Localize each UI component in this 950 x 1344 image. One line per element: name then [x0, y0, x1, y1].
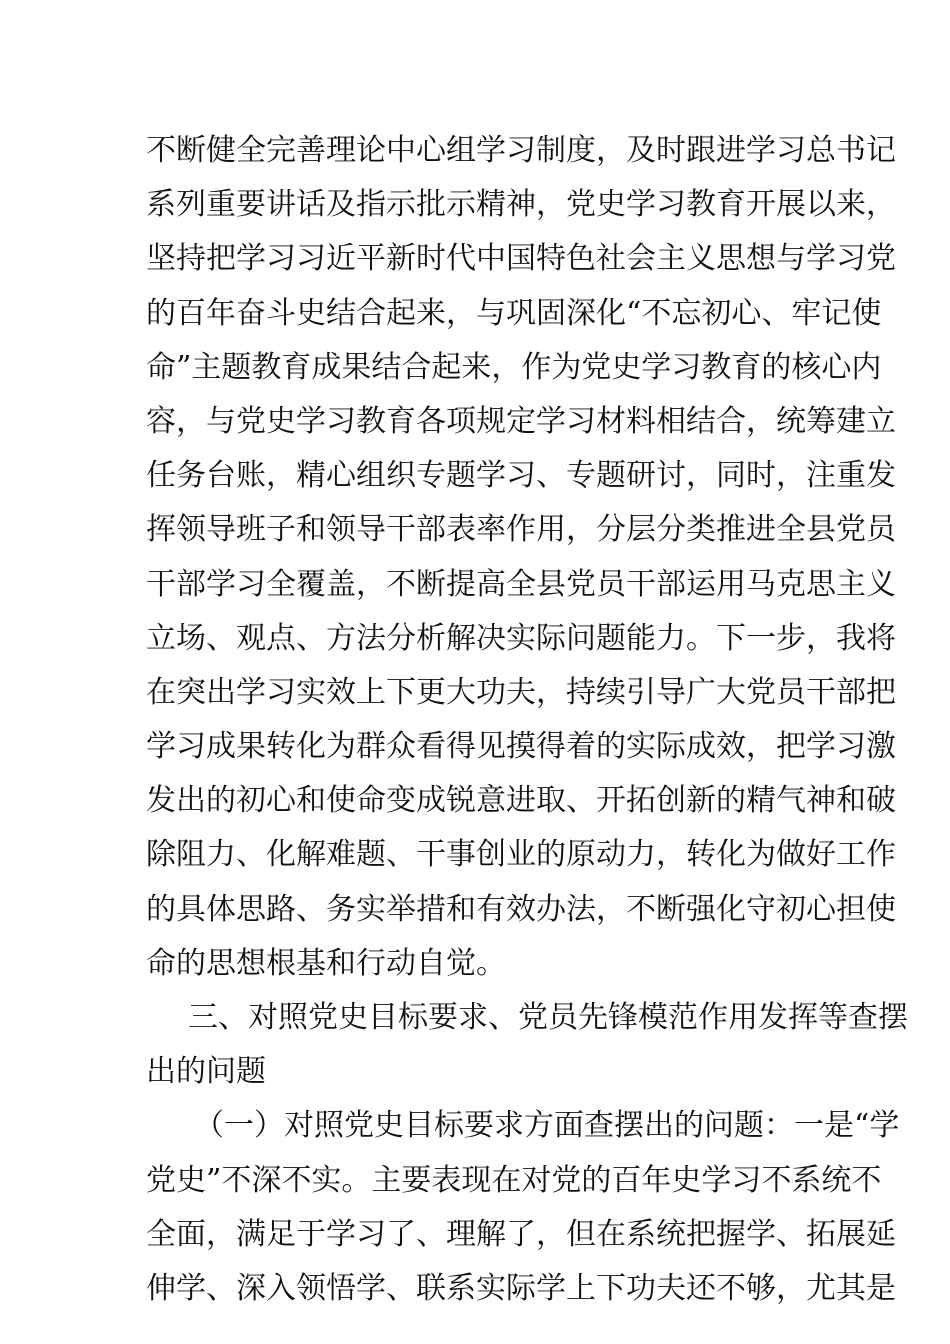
- body-line: 在突出学习实效上下更大功夫，持续引导广大党员干部把: [146, 674, 896, 710]
- body-line: 的百年奋斗史结合起来，与巩固深化“不忘初心、牢记使: [146, 295, 882, 331]
- body-line: 命”主题教育成果结合起来，作为党史学习教育的核心内: [146, 349, 882, 385]
- body-line: 挥领导班子和领导干部表率作用，分层分类推进全县党员: [146, 512, 896, 548]
- body-line: 不断健全完善理论中心组学习制度，及时跟进学习总书记: [146, 133, 896, 168]
- body-line: 全面，满足于学习了、理解了，但在系统把握学、拓展延: [146, 1216, 896, 1252]
- subsection-line: （一）对照党史目标要求方面查摆出的问题：一是“学: [194, 1108, 900, 1144]
- body-line: 干部学习全覆盖，不断提高全县党员干部运用马克思主义: [146, 566, 896, 602]
- body-line: 学习成果转化为群众看得见摸得着的实际成效，把学习激: [146, 729, 896, 765]
- body-line: 发出的初心和使命变成锐意进取、开拓创新的精气神和破: [146, 783, 896, 819]
- body-line: 容，与党史学习教育各项规定学习材料相结合，统筹建立: [146, 403, 896, 439]
- body-line: 系列重要讲话及指示批示精神，党史学习教育开展以来，: [146, 187, 896, 223]
- body-line: 伸学、深入领悟学、联系实际学上下功夫还不够，尤其是: [146, 1270, 896, 1306]
- body-line: 除阻力、化解难题、干事创业的原动力，转化为做好工作: [146, 837, 896, 873]
- section-heading-line: 出的问题: [146, 1054, 266, 1090]
- body-line: 的具体思路、务实举措和有效办法，不断强化守初心担使: [146, 891, 896, 927]
- document-body: [146, 124, 908, 1316]
- body-line: 任务台账，精心组织专题学习、专题研讨，同时，注重发: [146, 458, 896, 494]
- body-line: 坚持把学习习近平新时代中国特色社会主义思想与学习党: [146, 241, 896, 277]
- body-line: 立场、观点、方法分析解决实际问题能力。下一步，我将: [146, 620, 896, 656]
- body-line: 命的思想根基和行动自觉。: [146, 945, 506, 981]
- body-line: 党史”不深不实。主要表现在对党的百年史学习不系统不: [146, 1162, 882, 1198]
- section-heading-line: 三、对照党史目标要求、党员先锋模范作用发挥等查摆: [188, 1000, 908, 1035]
